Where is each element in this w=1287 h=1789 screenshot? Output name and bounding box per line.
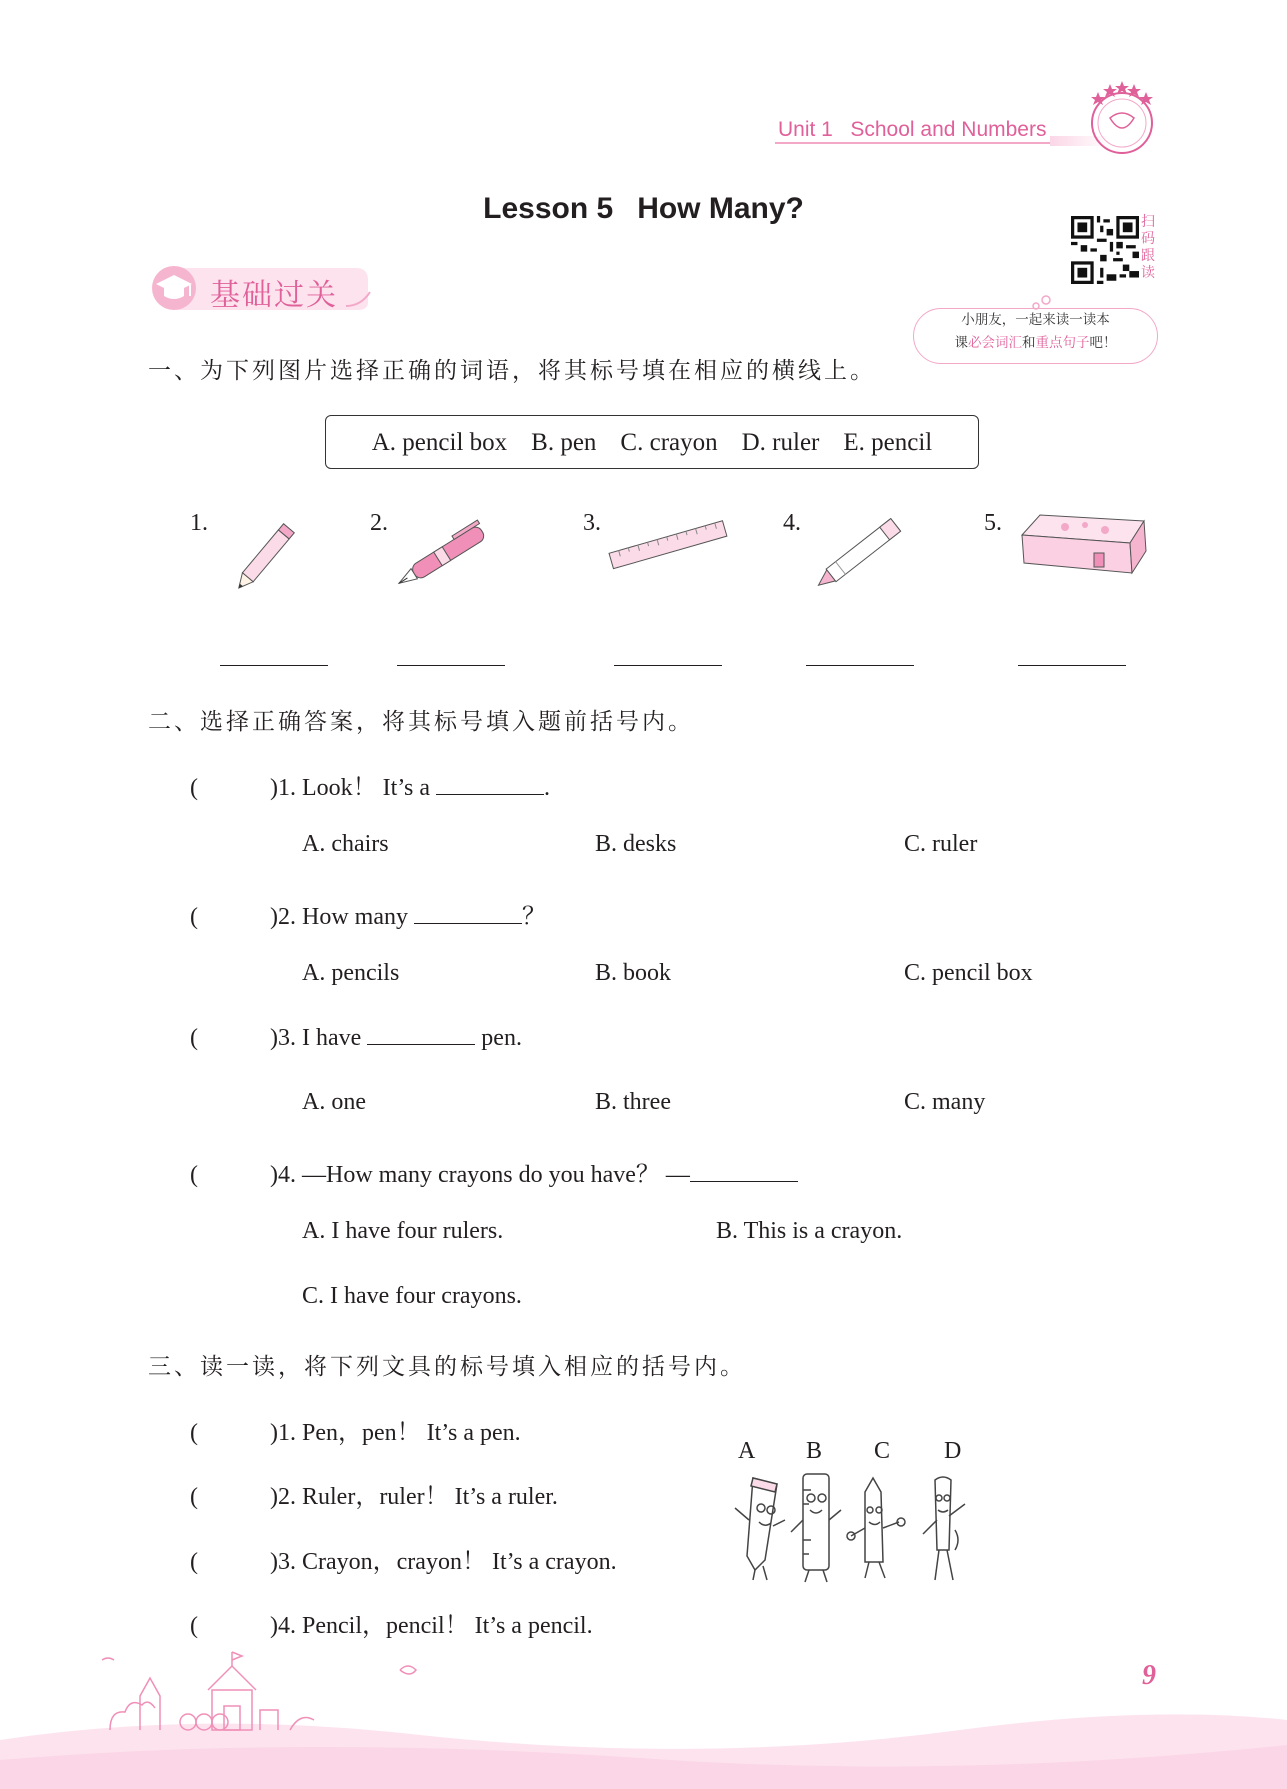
tip-text: 课 bbox=[954, 335, 968, 351]
question-text-end: ？ bbox=[521, 904, 546, 930]
question-blank bbox=[414, 905, 522, 924]
tip-highlight-vocab: 必会词汇 bbox=[968, 335, 1022, 351]
question-text: How many bbox=[302, 904, 408, 930]
lesson-name: How Many? bbox=[637, 192, 804, 225]
character-c-icon bbox=[847, 1478, 905, 1578]
character-d-icon bbox=[923, 1477, 965, 1580]
answer-blank[interactable] bbox=[806, 665, 914, 666]
tip-line-1: 小朋友，一起来读一读本 bbox=[961, 312, 1110, 328]
question-blank bbox=[367, 1026, 475, 1045]
option-a: A. I have four rulers. bbox=[302, 1218, 504, 1244]
lesson-number: Lesson 5 bbox=[483, 192, 614, 225]
tip-text: 吧！ bbox=[1089, 335, 1117, 351]
option-a: A. chairs bbox=[302, 831, 389, 857]
figure-label-a: A bbox=[738, 1438, 756, 1464]
answer-blank[interactable] bbox=[614, 665, 722, 666]
option-b: B. book bbox=[595, 960, 672, 986]
answer-paren[interactable]: ( bbox=[190, 1420, 198, 1446]
castle-sketch-icon bbox=[100, 1650, 430, 1740]
unit-topic: School and Numbers bbox=[850, 118, 1047, 141]
chant-number: )4. bbox=[270, 1613, 296, 1639]
item-number: 4. bbox=[783, 510, 801, 536]
tip-highlight-sentences: 重点句子 bbox=[1035, 335, 1090, 351]
tip-line-2 bbox=[914, 332, 1157, 355]
character-b-icon bbox=[791, 1474, 841, 1582]
option-a: A. pencils bbox=[302, 960, 400, 986]
page-number: 9 bbox=[1142, 1660, 1156, 1691]
chant-text: Pen，pen！ It’s a pen. bbox=[302, 1420, 521, 1446]
question-text: —How many crayons do you have？ — bbox=[302, 1162, 690, 1188]
option-c: C. pencil box bbox=[904, 960, 1033, 986]
word-bank bbox=[325, 415, 979, 469]
chant-text: Crayon，crayon！ It’s a crayon. bbox=[302, 1549, 617, 1575]
answer-paren[interactable]: ( bbox=[190, 904, 198, 930]
figure-label-b: B bbox=[806, 1438, 823, 1464]
answer-blank[interactable] bbox=[397, 665, 505, 666]
chant-4 bbox=[190, 1605, 593, 1640]
question-text: I have bbox=[302, 1025, 362, 1051]
question-text-end: pen. bbox=[481, 1025, 522, 1051]
question-number: )2. bbox=[270, 904, 296, 930]
chant-text: Pencil，pencil！ It’s a pencil. bbox=[302, 1613, 593, 1639]
answer-paren[interactable]: ( bbox=[190, 1549, 198, 1575]
bubble-tail-icon bbox=[1030, 295, 1054, 311]
question-blank bbox=[436, 776, 544, 795]
word-option: E. pencil bbox=[843, 429, 933, 456]
crayon-picture-icon bbox=[805, 512, 917, 592]
pen-picture-icon bbox=[388, 515, 510, 590]
question-4 bbox=[190, 1154, 798, 1189]
answer-paren[interactable]: ( bbox=[190, 1025, 198, 1051]
item-number: 2. bbox=[370, 510, 388, 536]
answer-paren[interactable]: ( bbox=[190, 775, 198, 801]
chant-1 bbox=[190, 1412, 521, 1447]
ruler-picture-icon bbox=[605, 515, 730, 575]
word-option: A. pencil box bbox=[371, 429, 508, 456]
option-c: C. ruler bbox=[904, 831, 978, 857]
unit-header bbox=[778, 118, 1046, 142]
question-text: Look！ It’s a bbox=[302, 775, 430, 801]
answer-blank[interactable] bbox=[1018, 665, 1126, 666]
option-a: A. one bbox=[302, 1089, 366, 1115]
pencil-box-picture-icon bbox=[1010, 505, 1150, 585]
question-blank bbox=[690, 1163, 798, 1182]
brand-seal-icon bbox=[1082, 78, 1162, 158]
word-option: D. ruler bbox=[741, 429, 820, 456]
answer-paren[interactable]: ( bbox=[190, 1613, 198, 1639]
stationery-characters-picture bbox=[725, 1470, 990, 1585]
section1-instruction: 一、为下列图片选择正确的词语，将其标号填在相应的横线上。 bbox=[148, 358, 876, 384]
question-2 bbox=[190, 896, 546, 931]
qr-scan-label: 扫码跟读 bbox=[1141, 214, 1155, 281]
option-c: C. many bbox=[904, 1089, 986, 1115]
question-number: )3. bbox=[270, 1025, 296, 1051]
figure-label-c: C bbox=[874, 1438, 891, 1464]
answer-paren[interactable]: ( bbox=[190, 1484, 198, 1510]
word-option: B. pen bbox=[531, 429, 597, 456]
item-number: 5. bbox=[984, 510, 1002, 536]
item-number: 1. bbox=[190, 510, 208, 536]
option-b: B. three bbox=[595, 1089, 671, 1115]
option-c: C. I have four crayons. bbox=[302, 1283, 522, 1309]
question-number: )4. bbox=[270, 1162, 296, 1188]
figure-label-d: D bbox=[944, 1438, 962, 1464]
chant-text: Ruler，ruler！ It’s a ruler. bbox=[302, 1484, 558, 1510]
answer-paren[interactable]: ( bbox=[190, 1162, 198, 1188]
chant-2 bbox=[190, 1476, 558, 1511]
chant-number: )3. bbox=[270, 1549, 296, 1575]
chant-3 bbox=[190, 1541, 617, 1576]
question-text-end: . bbox=[543, 775, 550, 801]
character-a-icon bbox=[735, 1478, 785, 1580]
section3-instruction: 三、读一读，将下列文具的标号填入相应的括号内。 bbox=[148, 1354, 746, 1380]
pencil-picture-icon bbox=[228, 515, 310, 590]
chant-number: )2. bbox=[270, 1484, 296, 1510]
qr-code-icon[interactable] bbox=[1071, 216, 1139, 284]
unit-label: Unit 1 bbox=[778, 118, 833, 141]
tip-bubble bbox=[913, 308, 1158, 364]
option-b: B. desks bbox=[595, 831, 677, 857]
header-divider bbox=[775, 142, 1065, 144]
chant-number: )1. bbox=[270, 1420, 296, 1446]
question-3 bbox=[190, 1025, 522, 1052]
question-number: )1. bbox=[270, 775, 296, 801]
badge-label: 基础过关 bbox=[210, 278, 338, 313]
section2-instruction: 二、选择正确答案，将其标号填入题前括号内。 bbox=[148, 709, 694, 735]
option-b: B. This is a crayon. bbox=[716, 1218, 903, 1244]
answer-blank[interactable] bbox=[220, 665, 328, 666]
word-option: C. crayon bbox=[620, 429, 718, 456]
question-1 bbox=[190, 767, 550, 802]
tip-text: 和 bbox=[1022, 335, 1036, 351]
item-number: 3. bbox=[583, 510, 601, 536]
